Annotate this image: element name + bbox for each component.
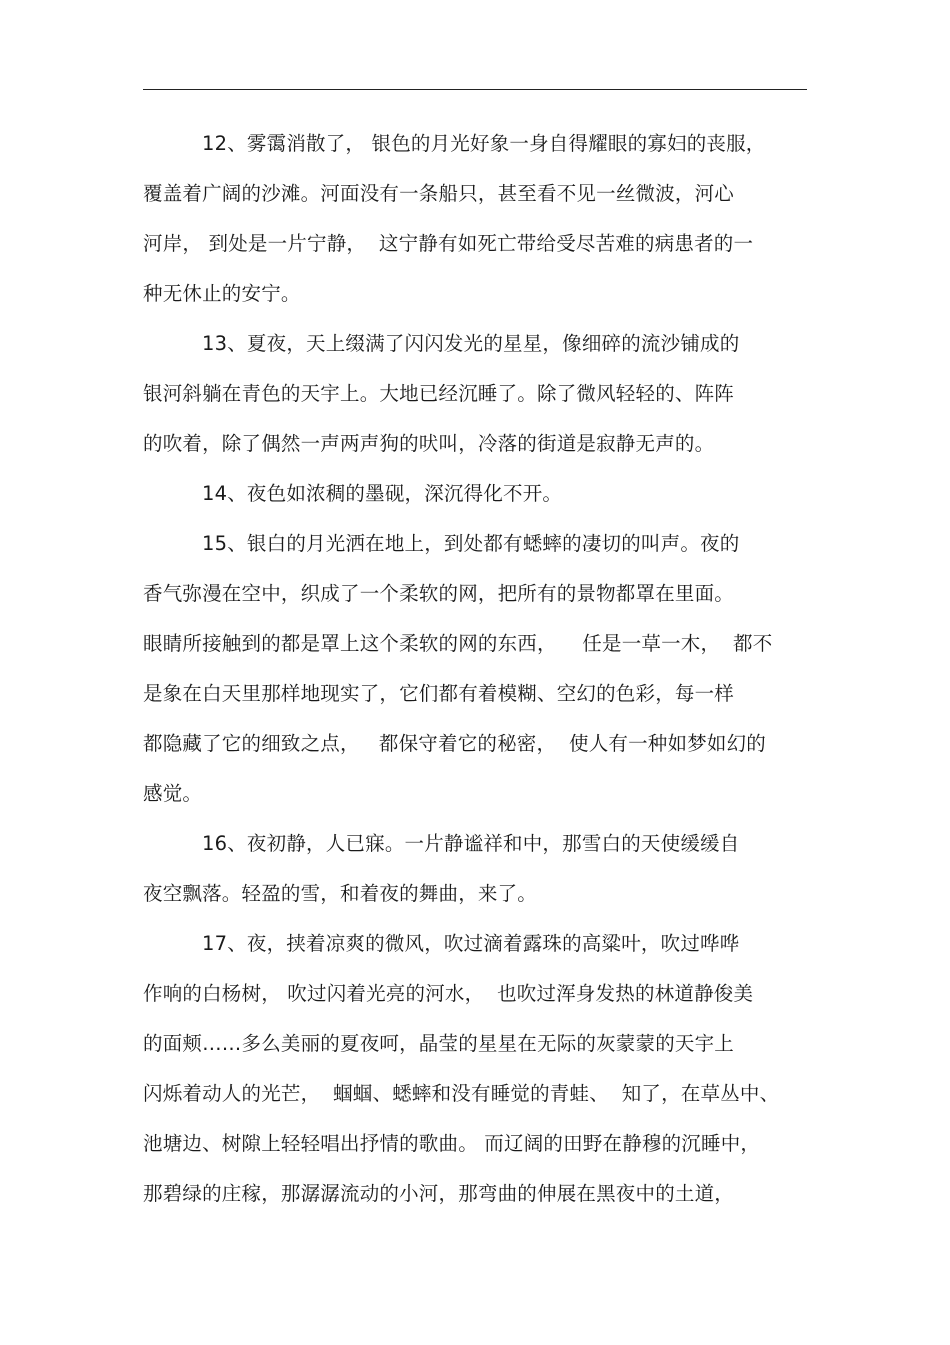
- text-line: 种无休止的安宁。: [143, 282, 301, 305]
- header-rule: [143, 89, 807, 90]
- text-line: 15、银白的月光洒在地上，到处都有蟋蟀的凄切的叫声。夜的: [202, 532, 740, 555]
- text-line: 河岸， 到处是一片宁静， 这宁静有如死亡带给受尽苦难的病患者的一: [143, 232, 754, 255]
- text-line: 是象在白天里那样地现实了，它们都有着模糊、空幻的色彩，每一样: [143, 682, 735, 705]
- text-line: 池塘边、树隙上轻轻唱出抒情的歌曲。 而辽阔的田野在静穆的沉睡中，: [143, 1132, 761, 1155]
- text-line: 那碧绿的庄稼，那潺潺流动的小河，那弯曲的伸展在黑夜中的土道，: [143, 1182, 735, 1205]
- text-line: 眼睛所接触到的都是罩上这个柔软的网的东西， 任是一草一木， 都不: [143, 632, 773, 655]
- text-line: 13、夏夜，天上缀满了闪闪发光的星星，像细碎的流沙铺成的: [202, 332, 740, 355]
- text-line: 夜空飘落。轻盈的雪，和着夜的舞曲，来了。: [143, 882, 538, 905]
- text-line: 覆盖着广阔的沙滩。河面没有一条船只，甚至看不见一丝微波，河心: [143, 182, 735, 205]
- text-line: 的面颊……多么美丽的夏夜呵，晶莹的星星在无际的灰蒙蒙的天宇上: [143, 1032, 735, 1055]
- text-line: 香气弥漫在空中，织成了一个柔软的网，把所有的景物都罩在里面。: [143, 582, 735, 605]
- text-line: 感觉。: [143, 782, 203, 805]
- text-line: 都隐藏了它的细致之点， 都保守着它的秘密， 使人有一种如梦如幻的: [143, 732, 766, 755]
- text-line: 银河斜躺在青色的天宇上。大地已经沉睡了。除了微风轻轻的、阵阵: [143, 382, 735, 405]
- text-line: 作响的白杨树， 吹过闪着光亮的河水， 也吹过浑身发热的林道静俊美: [143, 982, 754, 1005]
- text-line: 14、夜色如浓稠的墨砚，深沉得化不开。: [202, 482, 563, 505]
- text-line: 的吹着，除了偶然一声两声狗的吠叫，冷落的街道是寂静无声的。: [143, 432, 715, 455]
- text-line: 16、夜初静，人已寐。一片静谧祥和中，那雪白的天使缓缓自: [202, 832, 740, 855]
- text-line: 12、雾霭消散了， 银色的月光好象一身自得耀眼的寡妇的丧服，: [202, 132, 766, 155]
- text-line: 闪烁着动人的光芒， 蝈蝈、蟋蟀和没有睡觉的青蛙、 知了，在草丛中、: [143, 1082, 780, 1105]
- text-line: 17、夜，挟着凉爽的微风，吹过滴着露珠的高粱叶，吹过哗哗: [202, 932, 740, 955]
